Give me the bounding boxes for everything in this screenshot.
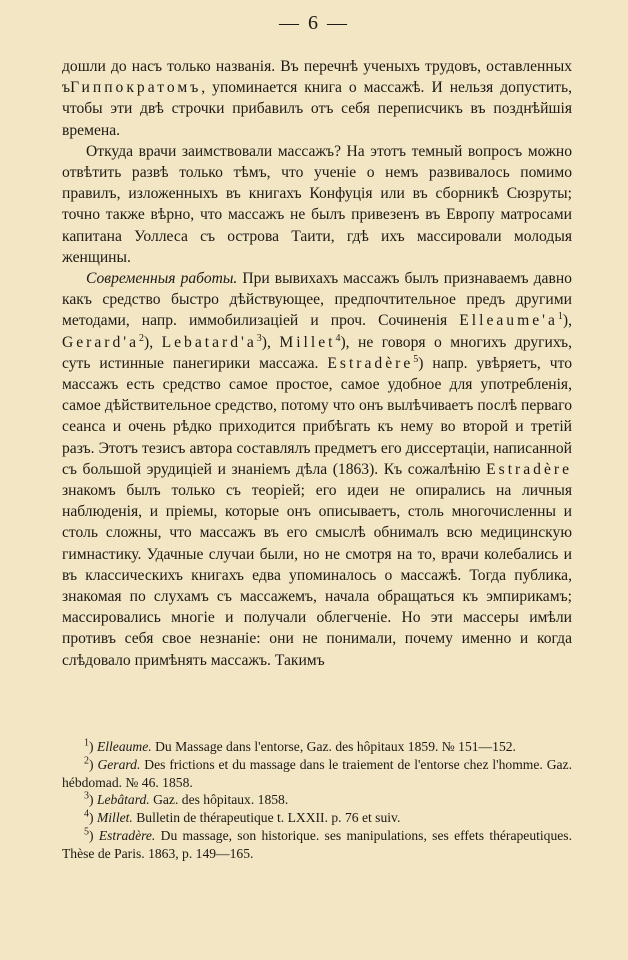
footnote-4: $^4$) Millet. Bulletin de thérapeutique t. LXXII. p. 76 et suiv. xyxy=(84,808,401,826)
footnote-ref-5[interactable]: 5 xyxy=(413,353,419,365)
footnote-ref-3[interactable]: 3 xyxy=(256,332,262,344)
footnote-author: Estradère. xyxy=(98,827,156,843)
footnote-1: $^1$) Elleaume. Du Massage dans l'entorse, Gaz. des hôpitaux 1859. № 151—152. xyxy=(84,737,516,754)
footnote-author: Lebâtard. xyxy=(96,792,150,808)
paragraph-2: Откуда врачи заимствовали массажъ? На этотъ темный вопросъ можно отвѣтить развѣ только тѣмъ, что ученіе о немъ развивалось помимо правилъ, изложенныхъ въ книгахъ Конфуція или въ сборникѣ Сюзруты; точно также вѣрно, что массажъ не былъ привезенъ въ Европу матросами капитана Уоллеса съ острова Таити, гдѣ ихъ массировали молодыя женщины. xyxy=(62,142,572,266)
paragraph-1-tail: , упоминается книга о массажѣ. И нельзя допустить, чтобы эти двѣ строчки прибавилъ отъ себя переписчикъ въ позднѣйшія времена. xyxy=(62,79,572,139)
paragraph-3: Современныя работы. При вывихахъ массажъ былъ признаваемъ давно какъ средство быстро дѣйствующее, предпочтительное предъ другими методами, напр. иммобилизаціей и проч. Сочиненія $Elleaume'a^1$), $Gerard'a^2$), $Lebatard'a^3$), Millet$^4$), не говоря о многихъ другихъ, суть истинные панегирики массажа. Estradère$^5$) напр. увѣряетъ, что массажъ есть средство самое простое, самое удобное для употребленія, самое дѣйствительное средство, потому что онъ вылѣчиваетъ послѣ перваго сеанса и очень рѣдко приходится прибѣгать къ нему во второй и третій разъ. Этотъ тезисъ автора составлялъ предметъ его диссертаціи, написанной съ большой эрудиціей и знаніемъ дѣла (1863). Къ сожалѣнію Estradère знакомъ былъ только съ теоріей; его идеи не опирались на личныя наблюденія, и пріемы, которые онъ описываетъ, столь многочисленны и столь сложны, что массажъ въ его смыслѣ обнималъ всю медицинскую гимнастику. Удачные случаи были, но не смотря на то, врачи колебались и въ классическихъ книгахъ едва упоминалось о массажѣ. Тогда публика, знакомая по слухамъ съ массажемъ, начала обращаться къ эмпирикамъ; массировались многіе и получали облегченіе. Но эти массеры имѣли противъ себя свое незнаніе: они не понимали, почему именно и когда слѣдовало примѣнять массажъ. Такимъ xyxy=(62,270,573,669)
author-name-elleaume: Elleaume'a xyxy=(459,312,558,330)
section-heading: Современныя работы. xyxy=(86,270,238,288)
footnotes xyxy=(62,738,572,863)
footnote-ref-1[interactable]: 1 xyxy=(557,311,563,323)
footnote-5: $^5$) Estradère. Du massage, son historique. ses manipulations, ses effets thérapeutiques. Thèse de Paris. 1863, p. 149—165. xyxy=(62,826,572,861)
paragraph-3-text-e: , не говоря о многихъ другихъ, суть истинные панегирики массажа. xyxy=(62,333,573,372)
separator: , xyxy=(149,333,162,351)
footnote-author: Elleaume. xyxy=(96,739,152,754)
paragraph-3-text-f: напр. увѣряетъ, что массажъ есть средство самое простое, самое удобное для употребленія, самое дѣйствительное средство, потому что онъ вылѣчиваетъ послѣ перваго сеанса и очень рѣдко приходится прибѣгать къ нему во второй и третій разъ. Этотъ тезисъ автора составлялъ предметъ его диссертаціи, написанной съ большой эрудиціей и знаніемъ дѣла (1863). Къ сожалѣнію xyxy=(62,354,572,478)
footnote-number: 5 xyxy=(84,826,89,838)
footnote-number: 3 xyxy=(84,790,89,802)
page-number: — 6 — xyxy=(279,12,349,34)
paragraph-1 xyxy=(62,56,572,141)
footnote-text: Gaz. des hôpitaux. 1858. xyxy=(149,792,289,808)
author-name-estradere: Estradère xyxy=(327,354,414,372)
footnote-2: $^2$) Gerard. Des frictions et du massage dans le traiement de l'entorse chez l'homme. Gaz. hébdomad. № 46. 1858. xyxy=(62,755,572,790)
footnote-author: Millet. xyxy=(96,810,133,826)
footnote-number: 1 xyxy=(84,737,89,749)
author-name-estradere-2: Estradère xyxy=(486,460,572,478)
author-name-lebatard: Lebatard'a xyxy=(161,333,257,351)
footnote-ref-4[interactable]: 4 xyxy=(335,332,341,344)
paragraph-3-text-a: При вывихахъ массажъ былъ признаваемъ давно какъ средство быстро дѣйствующее, предпочтительное предъ другими методами, напр. иммобилизаціей и проч. Сочиненія xyxy=(62,270,572,330)
separator: , xyxy=(266,333,280,351)
footnote-number: 4 xyxy=(84,808,89,820)
paragraph-1-text: дошли до насъ только названія. Въ перечнѣ ученыхъ трудовъ, оставленных ъ xyxy=(62,58,572,97)
main-text xyxy=(62,56,572,671)
footnote-number: 2 xyxy=(84,755,89,767)
footnote-text: Du massage, son historique. ses manipulations, ses effets thérapeutiques. Thèse de Paris. 1863, p. 149—165. xyxy=(62,827,572,861)
footnote-3: $^3$) Lebâtard. Gaz. des hôpitaux. 1858. xyxy=(84,790,289,808)
author-name-gerard: Gerard'a xyxy=(62,333,140,351)
paragraph-3-text-g: знакомъ былъ только съ теоріей; его идеи не опирались на личныя наблюденія, и пріемы, которые онъ описываетъ, столь многочисленны и столь сложны, что массажъ въ его смыслѣ обнималъ всю медицинскую гимнастику. Удачные случаи были, но не смотря на то, врачи колебались и въ классическихъ книгахъ едва упоминалось о массажѣ. Тогда публика, знакомая по слухамъ съ массажемъ, начала обращаться къ эмпирикамъ; массировались многіе и получали облегченіе. Но эти массеры имѣли противъ себя свое незнаніе: они не понимали, почему именно и когда слѣдовало примѣнять массажъ. Такимъ xyxy=(62,482,572,669)
separator: , xyxy=(568,312,572,330)
footnote-ref-2[interactable]: 2 xyxy=(139,332,145,344)
footnote-text: Bulletin de thérapeutique t. LXXII. p. 76 et suiv. xyxy=(132,810,401,826)
footnote-text: Des frictions et du massage dans le traiement de l'entorse chez l'homme. Gaz. hébdomad. № 46. 1858. xyxy=(62,756,572,790)
author-name-hippocrates: Гиппократомъ xyxy=(70,79,202,97)
footnote-text: Du Massage dans l'entorse, Gaz. des hôpitaux 1859. № 151—152. xyxy=(151,739,516,754)
footnote-author: Gerard. xyxy=(97,756,141,772)
author-name-millet: Millet xyxy=(279,333,336,351)
